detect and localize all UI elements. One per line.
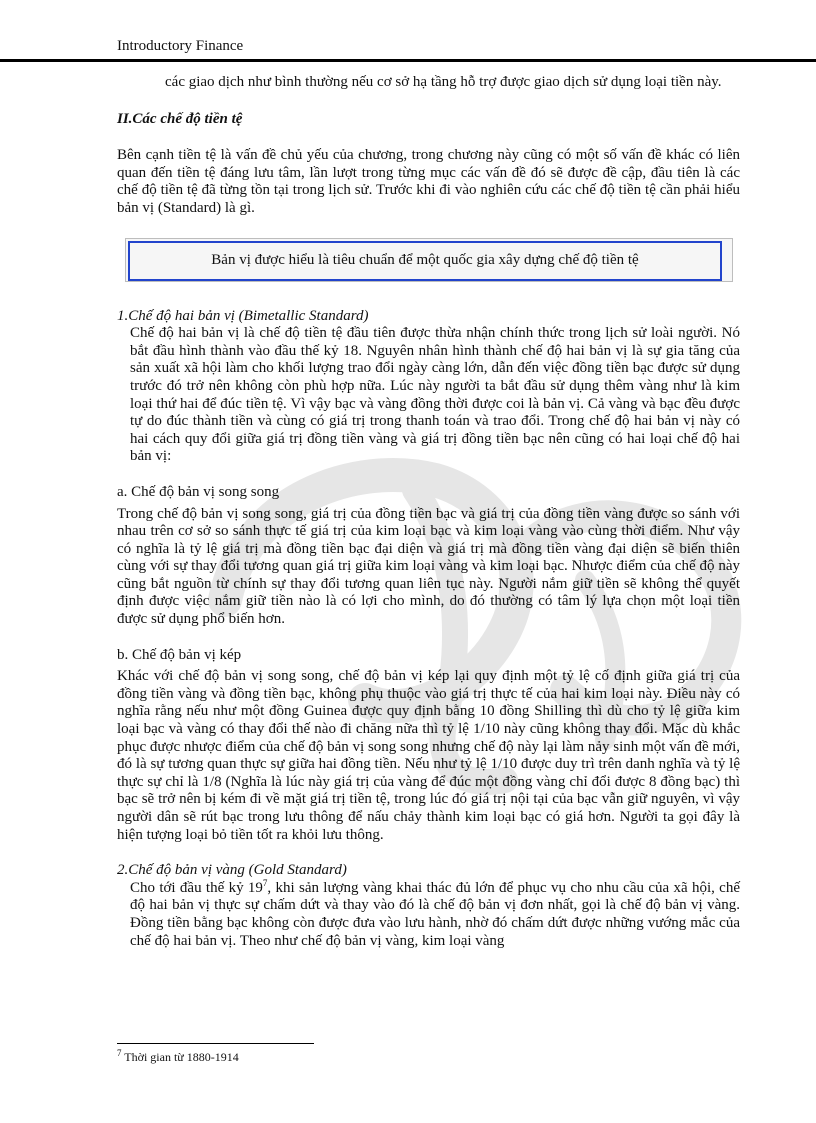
footnote-divider: [117, 1043, 314, 1044]
header-divider: [0, 59, 816, 62]
parallel-standard-paragraph: Trong chế độ bản vị song song, giá trị của đồng tiền bạc và giá trị của đồng tiền vàng được so sánh với nhau trên cơ sở so sánh thực tế giá trị của kim loại bạc và kim loại vàng vào cùng thời điểm. Như vậy có nghĩa là tỷ lệ giá trị mà đồng tiền bạc đại diện và giá trị mà đồng tiền vàng đại diện sẽ biến thiên cùng với sự thay đổi tương quan giá trị giữa kim loại vàng và kim loại bạc. Nhược điểm của chế độ này cũng bắt nguồn từ chính sự thay đổi tương quan liên tục này. Người nắm giữ tiền sẽ không thể quyết định được việc nắm giữ tiền nào là có lợi cho mình, do đó thường có tâm lý lựa chọn một loại tiền được sử dụng phổ biến hơn.: [117, 505, 740, 628]
double-standard-heading: b. Chế độ bản vị kép: [117, 646, 242, 663]
section-heading-monetary-systems: II.Các chế độ tiền tệ: [117, 110, 243, 127]
gold-standard-paragraph: [117, 877, 741, 950]
definition-text: Bản vị được hiểu là tiêu chuẩn để một quốc gia xây dựng chế độ tiền tệ: [128, 241, 722, 281]
header-title: Introductory Finance: [117, 38, 244, 54]
gold-text-start: Cho tới đầu thế kỷ 19: [130, 879, 263, 896]
gold-text-rest: , khi sản lượng vàng khai thác đủ lớn để phục vụ cho nhu cầu của xã hội, chế độ hai bản vị thực sự chấm dứt và thay vào đó là chế độ bản vị đơn nhất, gọi là chế độ bản vị vàng. Đồng tiền bằng bạc không còn được đưa vào lưu hành, nhờ đó chấm dứt được những vướng mắc của chế độ hai bản vị. Theo như chế độ bản vị vàng, kim loại vàng: [130, 879, 741, 949]
footnote-text: Thời gian từ 1880-1914: [121, 1050, 239, 1064]
bimetallic-paragraph: Chế độ hai bản vị là chế độ tiền tệ đầu tiên được thừa nhận chính thức trong lịch sử loài người. Nó bắt đầu hình thành vào đầu thế kỷ 18. Nguyên nhân hình thành chế độ hai bản vị là sự gia tăng của sản xuất xã hội làm cho khối lượng trao đổi ngày càng lớn, dẫn đến việc đồng tiền bạc được sử dụng trước đó trở nên không còn phù hợp nữa. Lúc này người ta bắt đầu sử dụng thêm vàng như là kim loại thứ hai để đúc tiền tệ. Vì vậy bạc và vàng đồng thời được coi là bản vị. Cả vàng và bạc đều được tự do đúc thành tiền và cùng có giá trị trong thanh toán và trao đổi. Trong chế độ hai bản vị này có hai cách quy đổi giữa giá trị đồng tiền vàng và giá trị đồng tiền bạc nên cũng có hai loại chế độ hai bản vị:: [130, 325, 740, 465]
footnote-reference[interactable]: 7: [262, 877, 268, 888]
section-intro-paragraph: Bên cạnh tiền tệ là vấn đề chủ yếu của chương, trong chương này cũng có một số vấn đề khác có liên quan đến tiền tệ đáng lưu tâm, lần lượt trong từng mục các vấn đề đó sẽ được đề cập, đầu tiên là các chế độ tiền tệ đã từng tồn tại trong lịch sử. Trước khi đi vào nghiên cứu các chế độ tiền tệ cần phải hiểu bản vị (Standard) là gì.: [117, 147, 740, 216]
footnote-mark: 7: [117, 1048, 122, 1058]
parallel-standard-heading: a. Chế độ bản vị song song: [117, 483, 280, 500]
bimetallic-heading: 1.Chế độ hai bản vị (Bimetallic Standard): [117, 307, 369, 324]
footnote: [117, 1050, 239, 1065]
gold-standard-heading: 2.Chế độ bản vị vàng (Gold Standard): [117, 862, 347, 879]
definition-box: [125, 238, 735, 288]
double-standard-paragraph: Khác với chế độ bản vị song song, chế độ bản vị kép lại quy định một tỷ lệ cố định giữa giá trị của đồng tiền vàng và đồng tiền bạc, không phụ thuộc vào giá trị thực tế của hai kim loại này. Điều này có nghĩa rằng nếu như một đồng Guinea được quy định bằng 10 đồng Shilling thì dù cho tỷ lệ giữa kim loại bạc và vàng có thay đổi thế nào đi chăng nữa thì tỷ lệ 1/10 này cũng không thay đổi. Mặc dù khắc phục được nhược điểm của chế độ bản vị song song nhưng chế độ này lại làm nảy sinh một vấn đề mới, đó là sự tương quan thực sự giữa hai đồng tiền. Nếu như tỷ lệ 1/10 được duy trì trên danh nghĩa và tỷ lệ thực sự chỉ là 1/8 (Nghĩa là lúc này giá trị của vàng để đúc một đồng vàng chỉ đổi được 8 đồng bạc) thì bạc sẽ trở nên bị kém đi về mặt giá trị tiền tệ, trong lúc đó giá trị nội tại của bạc vẫn giữ nguyên, vì vậy người dân sẽ rút bạc trong lưu thông để nấu chảy thành kim loại bạc có giá hơn. Người ta gọi đây là hiện tượng loại bỏ tiền tốt ra khỏi lưu thông.: [117, 668, 740, 843]
page-body: [117, 74, 740, 950]
intro-paragraph: các giao dịch như bình thường nếu cơ sở hạ tầng hỗ trợ được giao dịch sử dụng loại tiền này.: [165, 74, 722, 90]
